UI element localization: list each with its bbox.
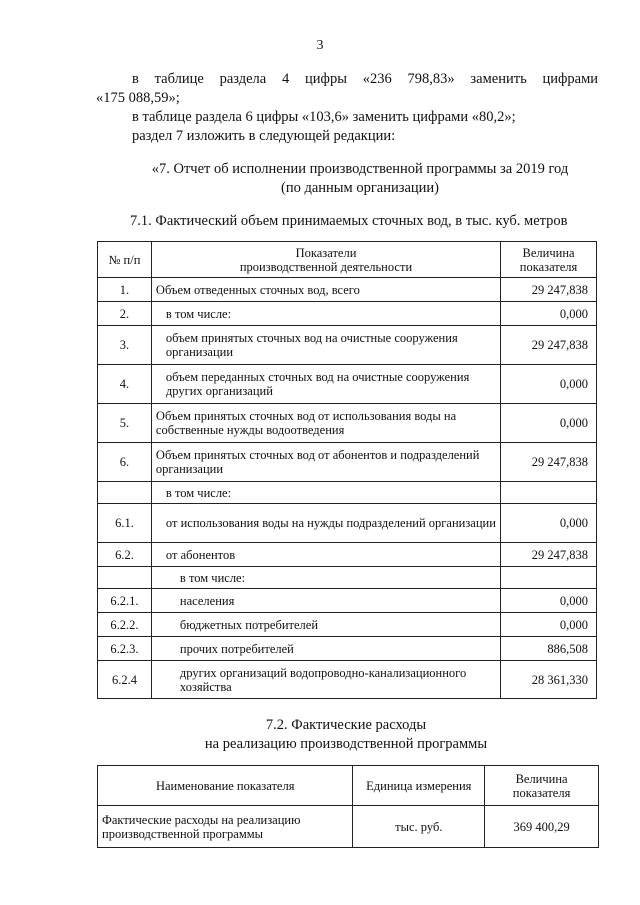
table-row (98, 567, 597, 589)
row-value: 0,000 (501, 589, 597, 613)
table-row (98, 326, 597, 365)
row-num: 6.2.4 (98, 661, 152, 699)
subsection-7-1-title: 7.1. Фактический объем принимаемых сточных вод, в тыс. куб. метров (130, 213, 568, 229)
row-value: 0,000 (501, 613, 597, 637)
header-value-line-2: показателя (519, 259, 578, 274)
row-num (98, 482, 152, 504)
row-num: 5. (98, 404, 152, 443)
header-num: № п/п (98, 242, 152, 278)
header-name: Наименование показателя (98, 766, 353, 806)
row-label: объем переданных сточных вод на очистные сооружения других организаций (151, 365, 500, 404)
section-title-line-1: «7. Отчет об исполнении производственной программы за 2019 год (151, 161, 569, 177)
table-row (98, 404, 597, 443)
row-label: в том числе: (151, 302, 500, 326)
table-row (98, 613, 597, 637)
intro-line-1: в таблице раздела 4 цифры «236 798,83» заменить цифрами (132, 71, 598, 87)
header-value-line-1: Величина (515, 771, 568, 786)
row-num: 6.2.1. (98, 589, 152, 613)
row-label: Объем принятых сточных вод от использования воды на собственные нужды водоотведения (151, 404, 500, 443)
row-label: Объем принятых сточных вод от абонентов и подразделений организации (151, 443, 500, 482)
row-value: 29 247,838 (501, 543, 597, 567)
table-header-row (98, 242, 597, 278)
page-number: 3 (316, 38, 324, 53)
section-title-line-2: (по данным организации) (280, 180, 439, 196)
table-row (98, 365, 597, 404)
table-row (98, 661, 597, 699)
row-num: 2. (98, 302, 152, 326)
row-num: 6.2.2. (98, 613, 152, 637)
header-value (501, 242, 597, 278)
row-num: 1. (98, 278, 152, 302)
table-row (98, 543, 597, 567)
row-value: 0,000 (501, 504, 597, 543)
subsection-7-2-title-line-2: на реализацию производственной программы (204, 736, 488, 752)
header-unit: Единица измерения (353, 766, 485, 806)
table-row (98, 504, 597, 543)
row-num (98, 567, 152, 589)
table-row (98, 589, 597, 613)
row-value: 0,000 (501, 404, 597, 443)
row-num: 3. (98, 326, 152, 365)
row-unit: тыс. руб. (353, 806, 485, 848)
row-label: Объем отведенных сточных вод, всего (151, 278, 500, 302)
row-value: 886,508 (501, 637, 597, 661)
row-label: объем принятых сточных вод на очистные сооружения организации (151, 326, 500, 365)
row-label: прочих потребителей (151, 637, 500, 661)
row-label: других организаций водопроводно-канализационного хозяйства (151, 661, 500, 699)
intro-line-3: в таблице раздела 6 цифры «103,6» заменить цифрами «80,2»; (132, 109, 516, 125)
subsection-7-2-title-line-1: 7.2. Фактические расходы (265, 717, 427, 733)
table-row (98, 637, 597, 661)
row-num: 6.1. (98, 504, 152, 543)
header-value (485, 766, 599, 806)
row-value: 0,000 (501, 365, 597, 404)
row-value (501, 482, 597, 504)
intro-line-4: раздел 7 изложить в следующей редакции: (132, 128, 396, 144)
row-label: в том числе: (151, 482, 500, 504)
intro-line-2: «175 088,59»; (96, 90, 180, 106)
row-value: 369 400,29 (485, 806, 599, 848)
header-value-line-2: показателя (512, 785, 571, 800)
row-label: бюджетных потребителей (151, 613, 500, 637)
row-label: от абонентов (151, 543, 500, 567)
row-num: 4. (98, 365, 152, 404)
row-value (501, 567, 597, 589)
row-value: 28 361,330 (501, 661, 597, 699)
row-label: от использования воды на нужды подразделений организации (151, 504, 500, 543)
header-indicator (151, 242, 500, 278)
row-num: 6.2.3. (98, 637, 152, 661)
header-value-line-1: Величина (522, 245, 575, 260)
expenses-table (97, 765, 599, 848)
wastewater-volume-table (97, 241, 597, 699)
row-label: в том числе: (151, 567, 500, 589)
table-row (98, 443, 597, 482)
table-row (98, 482, 597, 504)
table-row (98, 806, 599, 848)
row-value: 29 247,838 (501, 443, 597, 482)
row-name: Фактические расходы на реализацию производственной программы (98, 806, 353, 848)
row-label: населения (151, 589, 500, 613)
header-indicator-line-1: Показатели (295, 245, 357, 260)
row-value: 29 247,838 (501, 278, 597, 302)
table-row (98, 302, 597, 326)
table-row (98, 278, 597, 302)
row-value: 29 247,838 (501, 326, 597, 365)
table-header-row (98, 766, 599, 806)
row-num: 6.2. (98, 543, 152, 567)
row-num: 6. (98, 443, 152, 482)
row-value: 0,000 (501, 302, 597, 326)
header-indicator-line-2: производственной деятельности (239, 259, 413, 274)
